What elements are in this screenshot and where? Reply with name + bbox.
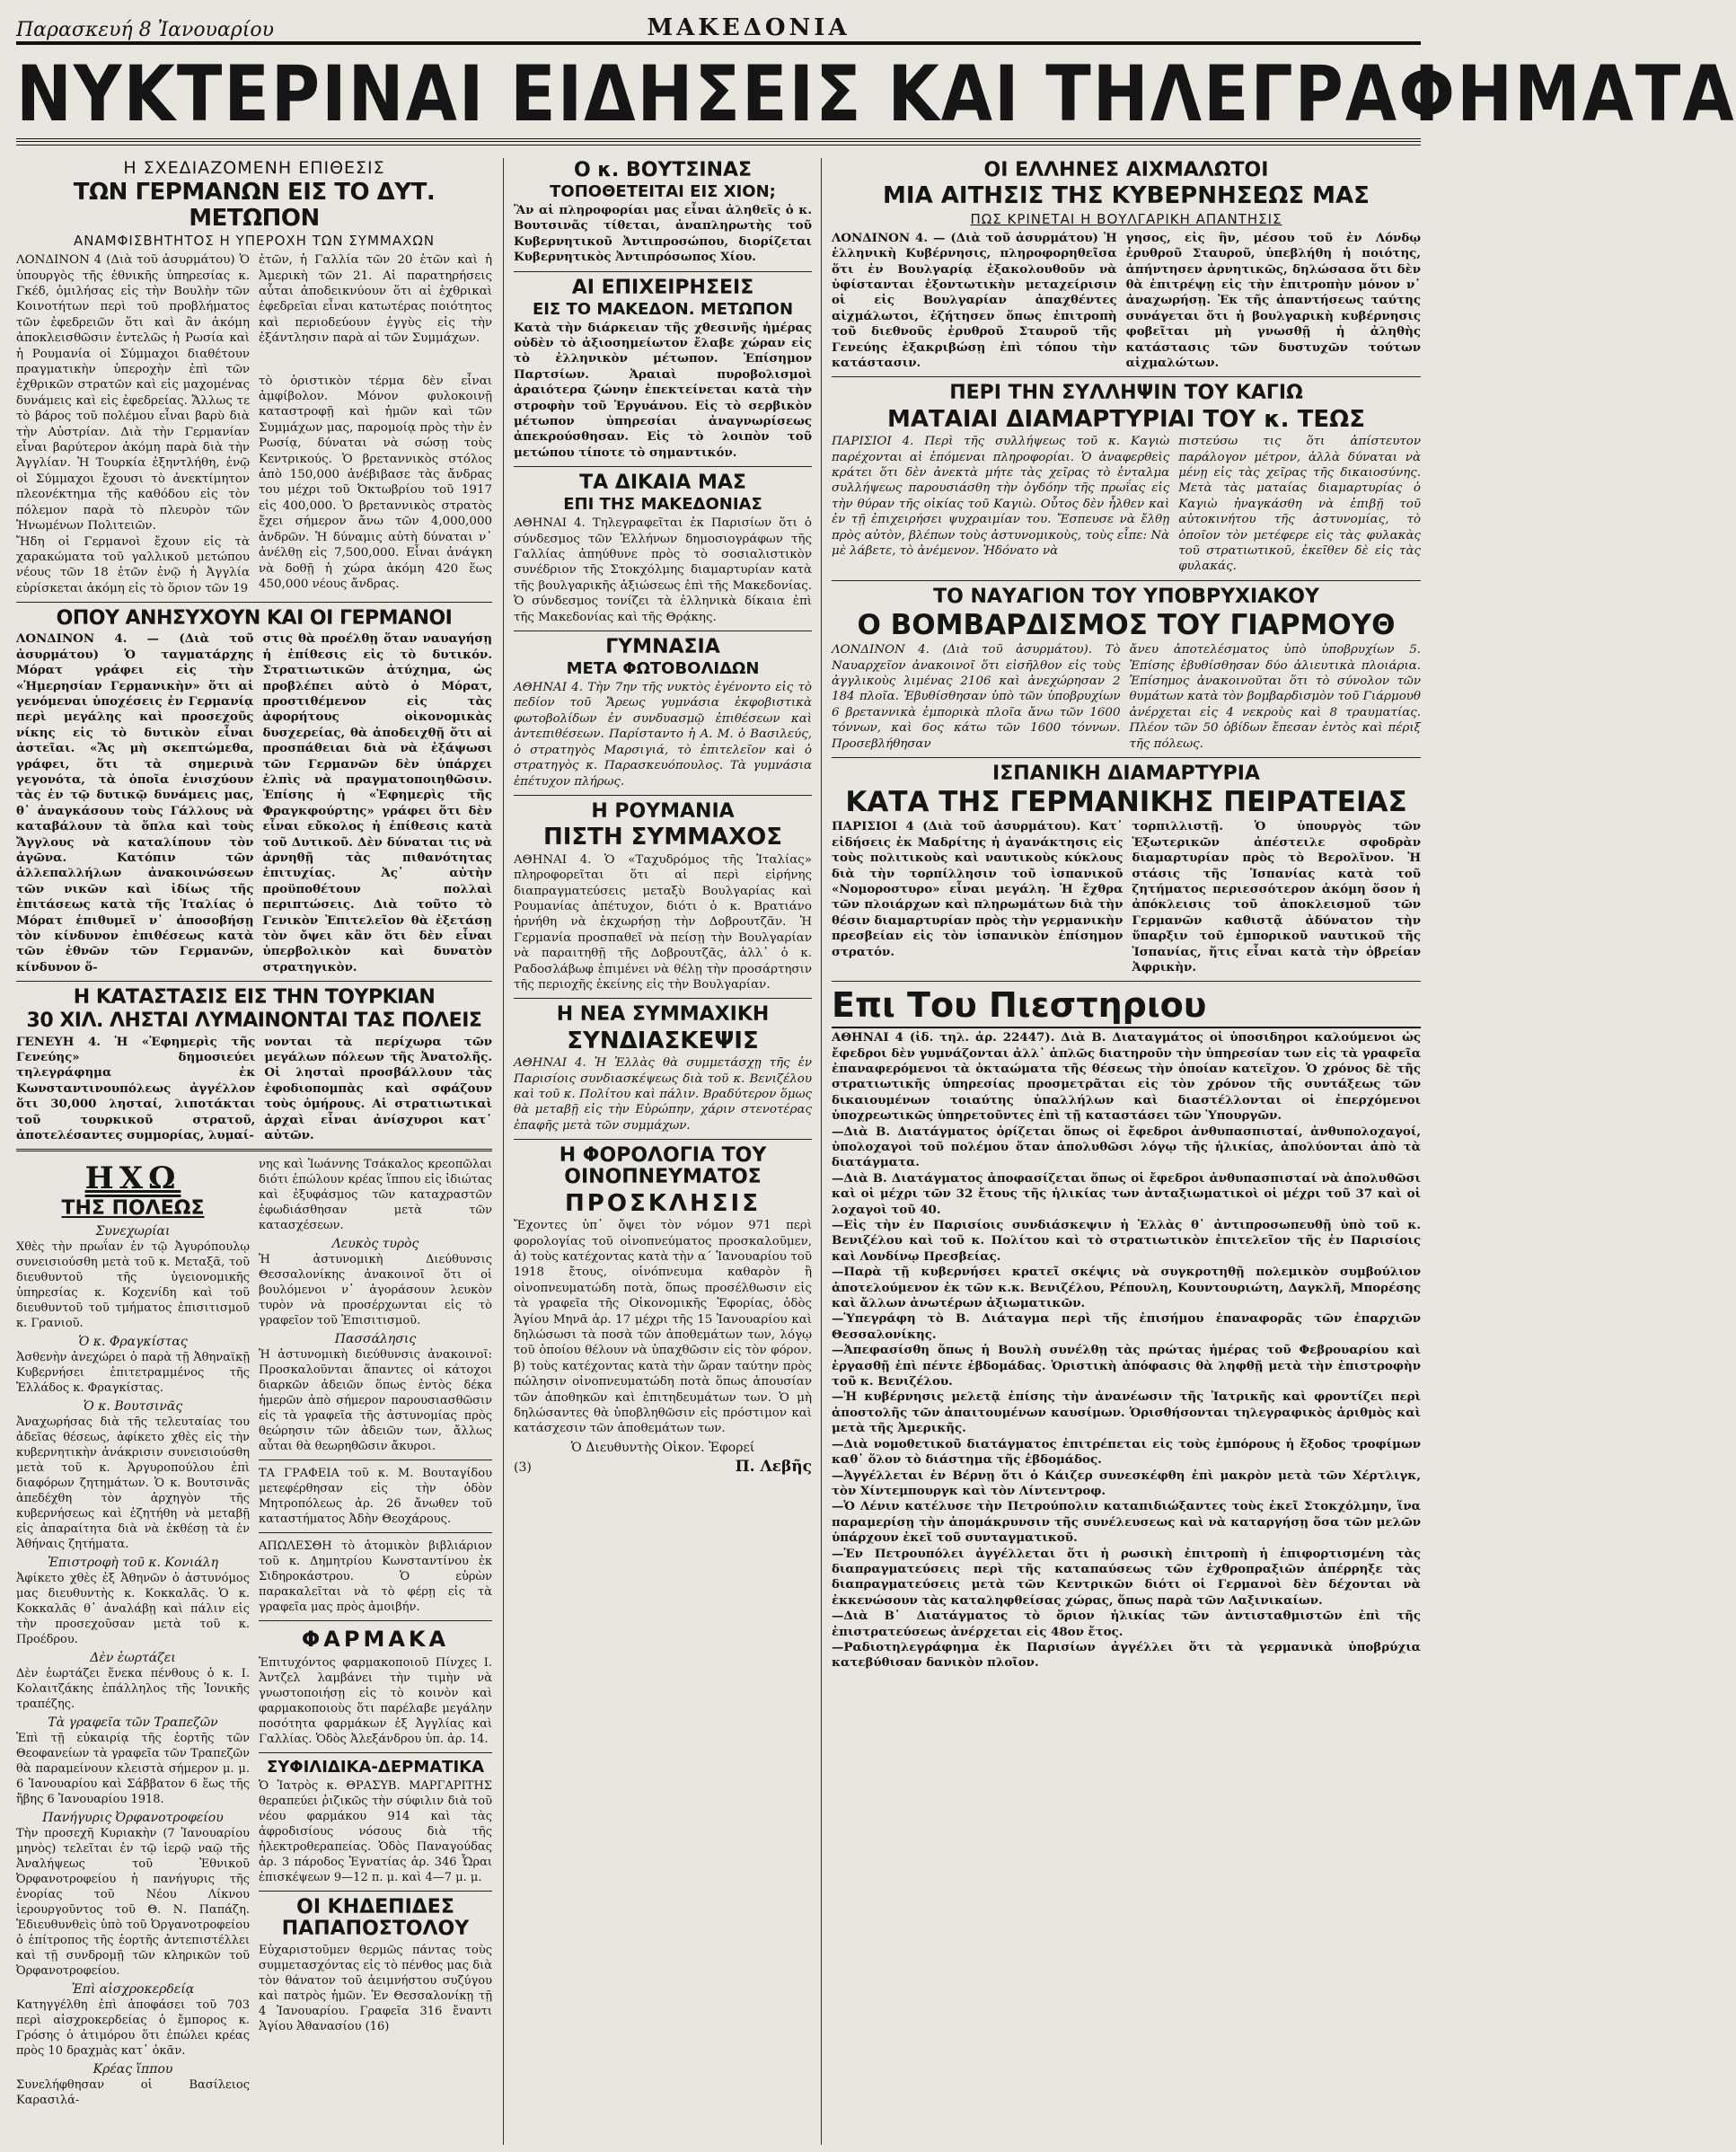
article-operations	[514, 278, 812, 462]
item-title: Πανήγυρις Ὀρφανοτροφείου	[42, 1810, 224, 1825]
article-exercises	[514, 637, 812, 789]
article-prisoners	[832, 160, 1421, 371]
item-title: Λευκὸς τυρὸς	[331, 1237, 419, 1252]
city-section-logo: ΗΧΩ	[84, 1160, 181, 1197]
item-title: Ἐπιστροφὴ τοῦ κ. Κονιάλη	[47, 1555, 219, 1570]
article-spanish-protest	[832, 763, 1421, 975]
article-text: ΛΟΝΔΙΝΟΝ 4 (Διὰ τοῦ ἀσυρμάτου) Ὁ ὑπουργὸς τῆς ἐθνικῆς ὑπηρεσίας κ. Γκέδ, ὁμιλήσας εἰς τὴν Βουλὴν τῶν Κοινοτήτων περὶ τοῦ προβλήματος τῶν ἐφεδρειῶν ὅτι καὶ ἂν ἀκόμη ἀποκλεισθῶσιν ἐντελῶς ἡ Ρωσία καὶ ἡ Ρουμανία οἱ Σύμμαχοι διαθέτουν πραγματικὴν ὑπεροχὴν ἐπὶ τῶν ἐχθρικῶν στρατῶν καὶ εἰς μαχομένας δυνάμεις καὶ εἰς ἐφεδρείας. Ἄλλως τε τὸ βάρος τοῦ πολέμου εἶναι βαρὺ διὰ τὴν Αὐστρίαν. Διὰ τὴν Γερμανίαν εἶναι βαρύτερον ἀκόμη παρὰ διὰ τὴν Ἀγγλίαν. Ἡ Τουρκία ἐξηντλήθη, ἐνῷ οἱ Σύμμαχοι ἔχουσι τὸ ἀνεκτίμητον πλεονέκτημα τῆς καθόδου εἰς τὸν πόλεμον παρὰ τὸ πλευρὸν τῶν Ἡνωμένων Πολιτειῶν.	[16, 253, 250, 534]
article-headline: Η ΡΟΥΜΑΝΙΑ	[591, 799, 735, 823]
item-text: Ἀναχωρήσας διὰ τῆς τελευταίας του ἀδεῖας θέσεως, ἀφίκετο χθὲς εἰς τὴν κυβερνητικὴν ἀνάκρισιν συνεισιούσθη μετὰ τοῦ κ. Ἀργυροπούλου ἐπὶ διαφόρων ζητημάτων. Ὁ κ. Βουτσινᾶς ἀπεδέχθη τὸν ἀρχηγὸν τῆς κυβερνήσεως καὶ ἐζητήθη νὰ μεταβῇ εἰς ἀπαραίτητα διὰ νὰ ἐκθέσῃ τὰ ἐν Ἀθήναις ζητήματα.	[16, 1415, 250, 1551]
press-item: —Ἡ κυβέρνησις μελετᾷ ἐπίσης τὴν ἀνανέωσιν τῆς Ἰατρικῆς καὶ φροντίζει περὶ ἀποστολῆς τῶν ἀπαιτουμένων καυσίμων. Ὁρισθήσονται τηλεγραφικὸς ἀριθμὸς καὶ μετὰ τῆς Ἀμερικῆς.	[832, 1389, 1421, 1436]
article-headline: Η ΝΕΑ ΣΥΜΜΑΧΙΚΗ	[556, 1003, 770, 1027]
press-item: —Παρὰ τῇ κυβερνήσει κρατεῖ σκέψις νὰ συγκροτηθῇ πολεμικὸν συμβούλιον ἀποτελούμενον ἐκ τῶν κ.κ. Βενιζέλου, Ρέπουλη, Κουντουριώτη, Δαγκλῆ, Μπορέσης καὶ ἄλλων ἀνωτέρων ἀξιωματικῶν.	[832, 1265, 1421, 1311]
press-item: —Διὰ Β. Διατάγματος ἀποφασίζεται ὅπως οἱ ἔφεδροι ἀνθυπασπισταί νὰ ἀπολυθῶσι καὶ οἱ μέχρι τῶν 32 ἔτους τῆς ἡλικίας των ἀνταξιωματικοὶ οἱ μέχρι τοῦ 37 καὶ οἱ λοχαγοὶ τοῦ 40.	[832, 1170, 1421, 1217]
article-headline: Επι Του Πιεστηριου	[832, 987, 1421, 1028]
article-subhead: ΠΙΣΤΗ ΣΥΜΜΑΧΟΣ	[542, 824, 783, 851]
pharmacy-ad-title: ΦΑΡΜΑΚΑ	[301, 1627, 450, 1653]
column-2	[514, 158, 812, 2145]
notice-text: ΤΑ ΓΡΑΦΕΙΑ τοῦ κ. Μ. Βουταγίδου μετεφέρθησαν εἰς τὴν ὁδὸν Μητροπόλεως ἀρ. 26 ἄνωθεν τοῦ καταστήματος Ἀδὴν Θεοχάρους.	[259, 1467, 492, 1527]
press-item: —Ὑπεγράφη τὸ Β. Διάταγμα περὶ τῆς ἐπισήμου ἐπαναφορᾶς τῶν ἐπαρχιῶν Θεσσαλονίκης.	[832, 1311, 1421, 1342]
masthead	[16, 11, 1421, 45]
article-text: τὸ ὁριστικὸν τέρμα δὲν εἶναι ἀμφίβολον. Μόνον φυλοκοινῇ καταστροφῇ καὶ ἡμῶν καὶ τῶν Συμμάχων μας, παρομοίᾳ πρὸς τὴν ἐν Ρωσίᾳ, δύναται νὰ σώσῃ τοὺς Κεντρικούς. Ὁ βρεταννικὸς στόλος ἀπὸ 150,000 ἀνέβιβασε τὰς ἄνδρας του μέχρι τοῦ Ὀκτωβρίου τοῦ 1917 εἰς 400,000. Ὁ βρεταννικὸς στρατὸς ἔχει σήμερον ἄνω τῶν 4,000,000 ἀνδρῶν. Ἡ δύναμις αὐτὴ δύναται ν᾿ ἀνέλθῃ εἰς 7,500,000. Εἶναι ἀνάγκη νὰ δοθῇ ἡ χώρα ἀκόμη 420 ἕως 450,000 νέους ἄνδρας.	[259, 374, 492, 591]
press-item: —Ἐν Πετρουπόλει ἀγγέλλεται ὅτι ἡ ρωσικὴ ἐπιτροπὴ ἡ ἐπιφορτισμένη τὰς διαπραγματεύσεις περὶ τῆς καταπαύσεως τῶν ἐχθροπραξιῶν ἀπέρρηξε τὰς διαπραγματεύσεις μετὰ τῶν Κεντρικῶν διότι οἱ Γερμανοὶ δὲν δέχονται νὰ ἐκκενώσουν τὰς καταληφθείσας χώρας, ὅπως παρὰ τῶν Λαξινικαίων.	[832, 1546, 1421, 1608]
article-subhead: ΚΑΤΑ ΤΗΣ ΓΕΡΜΑΝΙΚΗΣ ΠΕΙΡΑΤΕΙΑΣ	[845, 786, 1407, 819]
article-conference	[514, 1004, 812, 1133]
ad-text: Ὁ Ἰατρὸς κ. ΘΡΑΣΥΒ. ΜΑΡΓΑΡΙΤΗΣ θεραπεύει ῥιζικῶς τὴν σύφιλιν διὰ τοῦ νέου φαρμάκου 914 καὶ τὰς ἀφροδισίους νόσους διὰ τῆς ἠλεκτροθεραπείας. Ὁδὸς Παναγούδας ἀρ. 3 πάροδος Ἐγνατίας ἀρ. 346 Ὧραι ἐπισκέψεων 9—12 π. μ. καὶ 4—7 μ. μ.	[259, 1779, 492, 1885]
press-item: —Ραδιοτηλεγράφημα ἐκ Παρισίων ἀγγέλλει ὅτι τὰ γερμανικὰ ὑποβρύχια κατεβύθισαν δανικὸν πλοῖον.	[832, 1639, 1421, 1671]
article-text: Ἂν αἱ πληροφορίαι μας εἶναι ἀληθεῖς ὁ κ. Βουτσινᾶς τίθεται, ἀναπληρωτὴς τοῦ Κυβερνητικοῦ Ἀντιπροσώπου, διορίζεται Κυβερνητικὸς Ἀντιπρόσωπος Χίου.	[514, 202, 812, 265]
article-headline: ΑΙ ΕΠΙΧΕΙΡΗΣΕΙΣ	[571, 276, 754, 299]
article-text: ΑΘΗΝΑΙ 4. Ἡ Ἑλλὰς θὰ συμμετάσχῃ τῆς ἐν Παρισίοις συνδιασκέψεως διὰ τοῦ κ. Βενιζέλου καὶ τοῦ κ. Πολίτου καὶ πάλιν. Βραδύτερον ὅμως θὰ μεταβῇ εἰς τὴν Εὐρώπην, χάριν στενοτέρας ἐπαφῆς μετὰ τῶν συμμάχων.	[514, 1056, 812, 1133]
article-caillaux	[832, 383, 1421, 574]
article-headline: ΓΥΜΝΑΣΙΑ	[605, 636, 720, 659]
article-text: Ἔχοντες ὑπ᾿ ὄψει τὸν νόμον 971 περὶ φορολογίας τοῦ οἰνοπνεύματος προσκαλοῦμεν, ἀ) τοὺς κατέχοντας κατὰ τὴν α´ Ἰανουαρίου τοῦ 1918 ἔτους, οἰνόπνευμα καθαρὸν ἢ οἰνοπνευματώδη ποτὰ, ὅπως προσέλθωσιν εἰς τὰ γραφεῖα τῆς Οἰκονομικῆς Ἐφορίας, ὁδὸς Ἁγίου Μηνᾶ ἀρ. 17 μέχρι τῆς 15 Ἰανουαρίου καὶ δηλώσωσι τὰ ποσὰ τῶν ἀποθεμάτων των, λόγῳ τοῦ ὁποίου θέλουν νὰ ὑπαχθῶσιν εἰς τὸν φόρον. β) τοὺς κατέχοντας κατὰ τὴν ὥραν ταύτην πρὸς πώλησιν οἰνοπνευματώδη ποτὰ ὅπως ἀπουσίαν τῶν ἀποθηκῶν καὶ ἐπιτηδευμάτων των. Ὁ μὴ δηλώσαντες θὰ ὑποβληθῶσιν εἰς πρόστιμον καὶ κατάσχεσιν τῶν ἀποθεμάτων των.	[514, 1219, 812, 1436]
press-item: —Διὰ Β. Διατάγματος ὁρίζεται ὅπως οἱ ἔφεδροι ἀνθυπασπισταί, ἀνθυπολοχαγοί, ὑπολοχαγοὶ τοῦ πολέμου ὅταν ἀπολυθῶσι λόγῳ τῆς ἡλικίας, ἀπολύονται ἀπὸ τὰ διατάγματα.	[832, 1124, 1421, 1170]
item-text: Ἐπὶ τῇ εὐκαιρίᾳ τῆς ἑορτῆς τῶν Θεοφανείων τὰ γραφεῖα τῶν Τραπεζῶν θὰ παραμείνουν κλειστὰ σήμερον μ. μ. 6 Ἰανουαρίου καὶ Σάββατον 6 ἕως τῆς ἥβης 6 Ἰανουαρίου 1918.	[16, 1731, 250, 1806]
article-subhead: ΕΠΙ ΤΗΣ ΜΑΚΕΔΟΝΙΑΣ	[563, 495, 762, 515]
article-text: Κατὰ τὴν διάρκειαν τῆς χθεσινῆς ἡμέρας οὐδὲν τὸ ἀξιοσημείωτον ἔλαβε χώραν εἰς τὸ ἑλληνικὸν μέτωπον. Ἐπίσημον Παρτσίων. Ἀραιαὶ πυροβολισμοὶ ἀραιότερα ζώνην ἐπεκτείνεται κατὰ τὴν στροφὴν τοῦ Ἐργυάνου. Εἰς τὸ σερβικὸν μέτωπον ὑπηρεσίαι ἀναγνωρίσεως ἀπεκρούσθησαν. Εἰς τὸ λοιπὸν τοῦ μετώπου τίποτε τὸ σημαντικόν.	[514, 320, 812, 460]
press-item: —Διὰ Β᾿ Διατάγματος τὸ ὅριον ἡλικίας τῶν ἀντισταθμιστῶν ἐπὶ τῆς ἐπιστρατεύσεως ἀνέρχεται εἰς 48ον ἔτος.	[832, 1609, 1421, 1639]
thanks-notice-title: ΟΙ ΚΗΔΕΠΙΔΕΣ ΠΑΠΑΠΟΣΤΟΛΟΥ	[281, 1896, 470, 1941]
article-text: ΠΑΡΙΣΙΟΙ 4. Περὶ τῆς συλλήψεως τοῦ κ. Καγιὼ παρέχονται αἱ ἑπόμεναι πληροφορίαι. Ὁ ἀναφερθεὶς κράτει ὅτι δὲν ἀνεκτὰ μήτε τὰς χεῖρας τὸ ἐνταλμα συλλήψεως παρουσιάσθη τὴν ὀγδόην τῆς πρωΐας εἰς τὴν θύραν τῆς οἰκίας τοῦ Καγιὼ. Οὗτος δὲν ἦλθεν καὶ ἐν τῇ ἐπιχειρήσει ψυχραιμίαν του. Ἔσπευσε νὰ ἔλθῃ πρὸς αὐτὸν, βλέπων τοὺς ἀστυνομικοὺς, τοὺς εἶπε: Νὰ μὲ λάβετε, τὸ ἀνέμενον. Ἠδόνατο νὰ	[832, 435, 1170, 559]
item-text: νης καὶ Ἰωάννης Τσάκαλος κρεοπῶλαι διότι ἐπώλουν κρέας ἵππου εἰς ἰδιώτας καὶ ἐξυφάσμος τῶν καταχραστῶν ἐφωδιάσθησαν μετὰ τῶν κατασχέσεων.	[259, 1158, 492, 1233]
article-headline: ΤΑ ΔΙΚΑΙΑ ΜΑΣ	[579, 472, 746, 495]
article-on-the-press	[832, 987, 1421, 1671]
article-subhead: ΜΑΤΑΙΑΙ ΔΙΑΜΑΡΤΥΡΙΑΙ ΤΟΥ κ. ΤΕΩΣ	[887, 405, 1365, 433]
article-text: νονται τὰ περίχωρα τῶν μεγάλων πόλεων τῆς Ἀνατολῆς. Οἱ λησταὶ προσβάλλουν τὰς ἐφοδιοπομπὰς καὶ σφάζουν τοὺς ὁμήρους. Αἱ στρατιωτικαὶ ἀρχαὶ εἶναι ἀνίσχυροι κατ᾿ αὐτῶν.	[264, 1034, 492, 1143]
press-item: —Ὁ Λένιν κατέλυσε τὴν Πετρούπολιν καταπιδιώξαντες τοὺς ἐκεῖ Στοκχόλμην, ἵνα παραμερίσῃ τὴν ἀπομάκρυνσιν τῆς συνέλευσεως καὶ νὰ καταργήσῃ ὅσα τῶν μελῶν ὑπάρχουν ἐκεῖ τοῦ συνταγματικοῦ.	[832, 1499, 1421, 1546]
article-headline: ΟΠΟΥ ΑΝΗΣΥΧΟΥΝ ΚΑΙ ΟΙ ΓΕΡΜΑΝΟΙ	[56, 607, 453, 631]
banner-rule	[16, 138, 1421, 146]
article-submarine	[832, 587, 1421, 752]
article-headline: ΙΣΠΑΝΙΚΗ ΔΙΑΜΑΡΤΥΡΙΑ	[992, 763, 1260, 785]
article-headline: ΤΟ ΝΑΥΑΓΙΟΝ ΤΟΥ ΥΠΟΒΡΥΧΙΑΚΟΥ	[933, 585, 1319, 608]
item-title: Δὲν ἑωρτάζει	[90, 1650, 176, 1665]
article-text: ΑΘΗΝΑΙ 4. Ὁ «Ταχυδρόμος τῆς Ἰταλίας» πληροφορεῖται ὅτι αἱ περὶ εἰρήνης διαπραγματεύσεις μεταξὺ Βουλγαρίας καὶ Ρουμανίας ἀπέτυχον, διότι ὁ κ. Βρατιάνο ἠρνήθη νὰ ἐκχωρήσῃ τὴν Δοβρουτζᾶν. Ἡ Γερμανία προσπαθεῖ νὰ πείσῃ τὴν Βουλγαρίαν νὰ παραιτηθῇ τῆς Δοβρουτζᾶς, ἀλλ᾿ ὁ κ. Ραδοσλάβωφ ἐπιμένει νὰ θέλῃ τὴν προσάρτησιν τῆς περιοχῆς ἐκείνης εἰς τὴν Βουλγαρίαν.	[514, 852, 812, 992]
article-text: ἄνευ ἀποτελέσματος ὑπὸ ὑποβρυχίων 5. Ἐπίσης ἐβυθίσθησαν δύο ἀλιευτικὰ πλοιάρια. Ἐπίσημος ἀνακοινοῦται ὅτι τὸ σύνολον τῶν θυμάτων κατὰ τὸν βομβαρδισμὸν τοῦ Γιάρμουθ ἀνέρχεται εἰς 4 νεκροὺς καὶ 8 τραυματίας. Πλέον τῶν 50 ὀβίδων ἔπεσαν ἐντὸς καὶ πέριξ τῆς πόλεως.	[1129, 643, 1421, 751]
columns	[16, 158, 1421, 2145]
item-title: Ἐπὶ αἰσχροκερδείᾳ	[71, 1981, 195, 1997]
item-text: Κατηγγέλθη ἐπὶ ἀποφάσει τοῦ 703 περὶ αἰσχροκερδείας ὁ ἔμπορος κ. Γρόσης ὁ ἀτιμόρου ὅτι ἐπώλει κρέας πρὸς 10 δραχμὰς κατ᾿ ὀκᾶν.	[16, 1998, 250, 2058]
item-title: Κρέας ἵππου	[93, 2061, 173, 2077]
article-alcohol-tax	[514, 1145, 812, 1476]
notice-text: Εὐχαριστοῦμεν θερμῶς πάντας τοὺς συμμετασχόντας εἰς τὸ πένθος μας διὰ τὸν θάνατον τοῦ ἀειμνήστου συζύγου καὶ πατρὸς ἡμῶν. Ἐν Θεσσαλονίκῃ τῇ 4 Ἰανουαρίου. Γραφεῖα 316 ἔναντι Ἁγίου Ἀθανασίου (16)	[259, 1943, 492, 2033]
press-item: —Ἀπεφασίσθη ὅπως ἡ Βουλὴ συνέλθῃ τὰς πρώτας ἡμέρας τοῦ Φεβρουαρίου καὶ ἐργασθῇ ἐπὶ πέντε ἑβδομάδας. Ὁριστικὴ ἀπόφασις θὰ ληφθῇ μετὰ τὴν ἐπιστροφὴν τοῦ κ. Βενιζέλου.	[832, 1343, 1421, 1389]
press-items	[832, 1030, 1421, 1671]
article-text: ΑΘΗΝΑΙ 4. Τὴν 7ην τῆς νυκτὸς ἐγένοντο εἰς τὸ πεδίον τοῦ Ἄρεως γυμνάσια ἐκφοβιστικὰ φωτοβολίδων ἐν συνδυασμῷ ἐπιθέσεων καὶ ἀντεπιθέσεων. Παρίσταντο ἡ Α. Μ. ὁ Βασιλεύς, ὁ στρατηγὸς Μαρσιγιά, τὸ ἐπιτελεῖον καὶ ὁ στρατηγὸς κ. Παρασκευόπουλος. Τὰ γυμνάσια ἐπέτυχον πλήρως.	[514, 681, 812, 789]
article-headline: ΟΙ ΕΛΛΗΝΕΣ ΑΙΧΜΑΛΩΤΟΙ	[983, 159, 1269, 181]
notice-text: ΑΠΩΛΕΣΘΗ τὸ ἀτομικὸν βιβλιάριον τοῦ κ. Δημητρίου Κωνσταντίνου ἐκ Σιδηροκάστρου. Ὁ εὑρὼν παρακαλεῖται νὰ τὸ φέρῃ εἰς τὰ γραφεῖα μας πρὸς ἀμοιβήν.	[259, 1539, 492, 1615]
item-title: Πασσάλησις	[334, 1332, 417, 1347]
column-3	[832, 158, 1421, 2145]
notice-number: (3)	[514, 1460, 532, 1475]
page-banner: ΝΥΚΤΕΡΙΝΑΙ ΕΙΔΗΣΕΙΣ ΚΑΙ ΤΗΛΕΓΡΑΦΗΜΑΤΑ	[16, 49, 1736, 139]
article-text: ΛΟΝΔΙΝΟΝ 4. — (Διὰ τοῦ ἀσυρμάτου) Ὁ ταγματάρχης Μόρατ γράφει εἰς τὴν «Ἡμερησίαν Γερμανικὴν» ὅτι αἱ γενόμεναι ὑποχέσεις ἐν Γερμανίᾳ περὶ μεγάλης καὶ προσεχοῦς νίκης εἰς τὸ δυτικὸν εἶναι ἀστεῖαι. «Ἄς μὴ σκεπτώμεθα, γράφει, ὅτι τὰ σημερινὰ γεγονότα, τὰ ὁποῖα ἐνισχύουν τὰς ἐν τῷ δυτικῷ δυνάμεις μας, θ᾿ ἀναγκάσουν τοὺς Γάλλους νὰ καταβάλουν τὰ ὅπλα καὶ τοὺς Ἄγγλους νὰ καταλίπουν τὸν ἀγῶνα. Κατόπιν τῶν ἀλλεπαλλήλων ἀνακοινώσεων τῶν νικῶν καὶ ἰδίως τῆς ἐπιτάσεως κατὰ τῆς Ἰταλίας ὁ Μόρατ ἐπιθυμεῖ ν᾿ ἀποσοβήσῃ τὸν κίνδυνον ἐπιθέσεως κατὰ τῶν ἐθνῶν τῶν Γερμανῶν, κίνδυνον ὅ-	[16, 631, 254, 975]
press-item: ΑΘΗΝΑΙ 4 (ἰδ. τηλ. ἀρ. 22447). Διὰ Β. Διαταγμάτος οἱ ὑποσιδηροι καλούμενοι ὡς ἔφεδροι δὲν γυμνάζονται ἀλλ᾿ ἁπλῶς διατηροῦν τὴν ὑπηρεσίαν των εἰς τὰ γραφεῖα ἐπαναφερόμενοι τὰ ὀκταώματα τῆς θέσεως τὴν ὁποίαν κατεῖχον. Ὁ χρόνος δὲ τῆς στρατιωτικῆς ὑπηρεσίας προσμετρᾶται εἰς τὸν χρόνον τῆς συντάξεως τῶν δικαιουμένων τοιαύτης ὑπαλλήλων καὶ διαστέλλονται οἱ ἐπερχόμενοι ὑποχρεωτικῶς ὑπηρετοῦντες ἐπὶ τῇ καταστάσει τῶν Ὑπουργῶν.	[832, 1030, 1421, 1124]
article-subhead: 30 ΧΙΛ. ΛΗΣΤΑΙ ΛΥΜΑΙΝΟΝΤΑΙ ΤΑΣ ΠΟΛΕΙΣ	[26, 1010, 482, 1033]
article-romania	[514, 801, 812, 992]
article-text: γησος, εἰς ἣν, μέσου τοῦ ἐν Λόνδῳ ἐρυθροῦ Σταυροῦ, ὑπεβλήθη ἡ ποιότης, ἀπήντησεν ἀρνητικῶς, δηλώσασα ὅτι δὲν θὰ ἐπιτρέψῃ εἰς τὴν ἐπιτροπὴν μόνον ν᾿ ἀναχωρήσῃ. Ἐκ τῆς ἀπαντήσεως ταύτης συνάγεται ὅτι ἡ βουλγαρικὴ κυβέρνησις φοβεῖται μὴ γνωσθῇ ἡ ἀληθὴς κατάστασις τῶν δυστυχῶν τούτων αἰχμαλώτων.	[1125, 230, 1421, 371]
article-text: στις θὰ προέλθῃ ὅταν ναυαγήσῃ ἡ ἐπίθεσις εἰς τὸ δυτικόν. Στρατιωτικῶν ἀτύχημα, ὡς προβλέπει αὐτὸ ὁ Μόρατ, προστιθέμενον εἰς τὰς ἀφορήτους οἰκονομικὰς δυσχερείας, θὰ ἀποδειχθῇ ὅτι αἱ προσπάθειαι διὰ νὰ ἐξάψωσι τῶν Γερμανῶν δὲν ὑπάρχει ἐλπὶς νὰ πραγματοποιηθῶσιν. Ἐπίσης ἡ «Ἐφημερὶς τῆς Φραγκφούρτης» γράφει ὅτι δὲν εἶναι εὔκολος ἡ ἐπίθεσις κατὰ τοῦ Δυτικοῦ. Δὲν δύναται τις νὰ ἀρνηθῇ τὰς πιθανότητας ἐπιτυχίας. Ἀς᾿ αὐτὴν προϋποθέτουν πολλαὶ περιπτώσεις. Διὰ τοῦτο τὸ Γενικὸν Ἐπιτελεῖον θὰ ἐξετάσῃ τὸν ὄψει κἂν ὅτι δὲν εἶναι ὑπερβολικὸν καὶ δυνατὸν στρατηγικὸν.	[262, 631, 492, 975]
item-title: Ὁ κ. Βουτσινᾶς	[83, 1398, 183, 1414]
item-title: Συνεχωρίαι	[95, 1223, 171, 1239]
article-text: ΑΘΗΝΑΙ 4. Τηλεγραφεῖται ἐκ Παρισίων ὅτι ὁ σύνδεσμος τῶν Ἑλλήνων δημοσιογράφων τῆς Γαλλίας ἀπηύθυνε πρὸς τὸ σοσιαλιστικὸν συνέδριον τῆς Στοκχόλμης διαμαρτυρίαν κατὰ τῆς βουλγαρικῆς ἀξιώσεως ἐπὶ τῆς Μακεδονίας. Ὁ σύνδεσμος τονίζει τὰ ἑλληνικὰ δίκαια ἐπὶ τῆς Μακεδονίας καὶ τῆς Θρᾴκης.	[514, 516, 812, 624]
signature: Π. Λεβῆς	[735, 1457, 812, 1476]
signature-title: Ὁ Διευθυντὴς Οἰκον. Ἐφορεί	[570, 1440, 755, 1455]
column-1	[16, 158, 492, 2145]
article-subhead: ΜΙΑ ΑΙΤΗΣΙΣ ΤΗΣ ΚΥΒΕΡΝΗΣΕΩΣ ΜΑΣ	[883, 182, 1370, 210]
press-item: —Ἀγγέλλεται ἐν Βέρνῃ ὅτι ὁ Κάιζερ συνεσκέφθη ἐπὶ μακρὸν μετὰ τῶν Χέρτλιγκ, τὸν Χίντεμπουργκ καὶ τὸν Λίντεντροφ.	[832, 1468, 1421, 1498]
doctor-ad-title: ΣΥΦΙΛΙΔΙΚΑ-ΔΕΡΜΑΤΙΚΑ	[266, 1758, 485, 1777]
article-german-offensive	[16, 158, 492, 596]
page-date: Παρασκευή 8 Ἰανουαρίου	[16, 19, 274, 41]
article-turkey	[16, 987, 492, 1143]
article-our-rights	[514, 472, 812, 625]
article-subhead: ΠΡΟΣΚΛΗΣΙΣ	[565, 1189, 761, 1217]
article-subhead: ΤΟΠΟΘΕΤΕΙΤΑΙ ΕΙΣ ΧΙΟΝ;	[550, 182, 776, 202]
article-text: ΓΕΝΕΥΗ 4. Ἡ «Ἐφημερὶς τῆς Γενεύης» δημοσιεύει τηλεγράφημα ἐκ Κωνσταντινουπόλεως ἀγγέλλον ὅτι 30,000 λησταί, λιποτάκται τοῦ τουρκικοῦ στρατοῦ, ἀποτελέσαντες συμμορίας, λυμαί-	[16, 1034, 256, 1143]
article-text: ΠΑΡΙΣΙΟΙ 4 (Διὰ τοῦ ἀσυρμάτου). Κατ᾿ εἰδήσεις ἐκ Μαδρίτης ἡ ἀγανάκτησις εἰς τοὺς πολιτικοὺς καὶ ναυτικοὺς κύκλους διὰ τὴν τορπίλλησιν τοῦ ἰσπανικοῦ «Νομοροστυρο» εἶναι μεγάλη. Ἡ ἔχθρα τῶν πλοιάρχων καὶ πληρωμάτων διὰ τὴν θέσιν διαμαρτυρίαν πρὸς τὴν γερμανικὴν πρεσβείαν εἰς τὸν ἰσπανικὸν ἐπίσημον στρατόν.	[832, 819, 1124, 959]
article-text: πιστεύσω τις ὅτι ἀπίστευτον παράλογον μέτρον, ἀλλὰ δύναται νὰ μένῃ εἰς τὰς χεῖρας τῆς δικαιοσύνης. Μετὰ τὰς ματαίας διαμαρτυρίας ὁ Καγιὼ ἠναγκάσθη νὰ ἐπιβῇ τοῦ αὐτοκινήτου τῆς ἀστυνομίας, τὸ ὁποῖον τὸν μετέφερε εἰς τὰς φυλακὰς τοῦ στρατιωτικοῦ, ἐκεῖθεν δὲ εἰς τὰς φυλακάς.	[1178, 435, 1421, 574]
item-text: Ἀφίκετο χθὲς ἐξ Ἀθηνῶν ὁ ἀστυνόμος μας διευθυντὴς κ. Κοκκαλᾶς. Ὁ κ. Κοκκαλᾶς θ᾿ ἀναλάβῃ καὶ πάλιν εἰς τὴν προσεχοῦσαν μετὰ τοῦ κ. Προέδρου.	[16, 1571, 250, 1646]
paper-name: ΜΑΚΕΔΟΝΙΑ	[647, 14, 850, 41]
city-section-title: ΤΗΣ ΠΟΛΕΩΣ	[61, 1197, 205, 1221]
article-subhead: Ο ΒΟΜΒΑΡΔΙΣΜΟΣ ΤΟΥ ΓΙΑΡΜΟΥΘ	[857, 609, 1396, 642]
ad-text: Ἐπιτυχόντος φαρμακοποιοῦ Πίνχες Ι. Ἀντζελ λαμβάνει τὴν τιμὴν νὰ γνωστοποιήσῃ εἰς τὸ κοινὸν καὶ φαρμακοποιοὺς ὅτι παρέλαβε μεγάλην ποσότητα φαρμάκων ἐξ Ἀγγλίας καὶ Γαλλίας. Ὁδὸς Ἀλεξάνδρου ὑπ. ἀρ. 14.	[259, 1656, 492, 1747]
article-voutsinas	[514, 160, 812, 266]
article-subhead: ΑΝΑΜΦΙΣΒΗΤΗΤΟΣ Η ΥΠΕΡΟΧΗ ΤΩΝ ΣΥΜΜΑΧΩΝ	[73, 233, 436, 250]
item-title: Ὁ κ. Φραγκίστας	[78, 1334, 188, 1349]
item-text: Ἡ ἀστυνομικὴ διεύθυνσις ἀνακοινοῖ: Προσκαλοῦνται ἅπαντες οἱ κάτοχοι διαρκῶν ἀδειῶν ὅπως ἐντὸς δέκα ἡμερῶν ἀπὸ σήμερον παρουσιασθῶσιν εἰς τὰ γραφεῖα τῆς ἀστυνομίας πρὸς θεώρησιν τῶν ἀδειῶν των, ἄλλως αὗται θὰ θεωρηθῶσιν ἄκυροι.	[259, 1348, 492, 1454]
item-text: Ἡ ἀστυνομικὴ Διεύθυνσις Θεσσαλονίκης ἀνακοινοῖ ὅτι οἱ βουλόμενοι ν᾿ ἀγοράσουν λευκὸν τυρὸν νὰ προσέρχωνται εἰς τὸ γραφεῖον τοῦ Ἐπισιτισμοῦ.	[259, 1253, 492, 1328]
press-item: —Εἰς τὴν ἐν Παρισίοις συνδιάσκεψιν ἡ Ἑλλὰς θ᾿ ἀντιπροσωπευθῇ ὑπὸ τοῦ κ. Βενιζέλου καὶ τοῦ κ. Πολίτου καὶ τὸ στρατιωτικὸν ἐπιτελεῖον τῆς ἐν Παρισίοις καὶ Λονδίνῳ Πρεσβείας.	[832, 1218, 1421, 1264]
article-headline: Η ΦΟΡΟΛΟΓΙΑ ΤΟΥ ΟΙΝΟΠΝΕΥΜΑΤΟΣ	[559, 1144, 767, 1189]
article-headline: ΤΩΝ ΓΕΡΜΑΝΩΝ ΕΙΣ ΤΟ ΔΥΤ. ΜΕΤΩΠΟΝ	[73, 179, 436, 232]
article-subhead: ΜΕΤΑ ΦΩΤΟΒΟΛΙΔΩΝ	[566, 659, 760, 679]
article-germans-worry	[16, 608, 492, 975]
press-item: —Διὰ νομοθετικοῦ διατάγματος ἐπιτρέπεται εἰς τοὺς ἐμπόρους ἡ ἔξοδος τροφίμων καθ᾿ ὅλον τὸ διάστημα τῆς ἑβδομάδος.	[832, 1436, 1421, 1468]
item-text: Ἀσθενὴν ἀνεχώρει ὁ παρὰ τῇ Ἀθηναϊκῇ Κυβερνήσει ἐπιτετραμμένος τῆς Ἑλλάδος κ. Φραγκίστας.	[16, 1350, 250, 1395]
item-title: Τὰ γραφεῖα τῶν Τραπεζῶν	[48, 1715, 218, 1730]
article-text: τορπιλλιστῇ. Ὁ ὑπουργὸς τῶν Ἐξωτερικῶν ἀπέστειλε σφοδρὰν διαμαρτυρίαν πρὸς τὸ Βερολῖνον. Ἡ στάσις τῆς Ἰσπανίας κατὰ τοῦ ζητήματος περιεσσότερον ἀκόμη ὅσον ἡ ἀπόκλεισις τοῦ ἀποκλεισμοῦ τῶν Γερμανῶν καθιστᾷ ἀδύνατον τὴν ὕπαρξιν τοῦ ἐμπορικοῦ ναυτικοῦ τῆς Ἰσπανίας, ἥτις εἶναι κατὰ τὴν ὀβρείαν Ἀφρικὴν.	[1132, 819, 1421, 975]
article-subhead: ΕΙΣ ΤΟ ΜΑΚΕΔΟΝ. ΜΕΤΩΠΟΝ	[532, 299, 794, 319]
article-text: ΛΟΝΔΙΝΟΝ 4. — (Διὰ τοῦ ἀσυρμάτου) Ἡ ἑλληνικὴ Κυβέρνησις, πληροφορηθεῖσα ὅτι ἐν Βουλγαρίᾳ ἐξακολουθοῦν νὰ ὑφίστανται ἐξοντωτικὴν μεταχείρισιν οἱ εἰς Βουλγαρίαν ἀπαχθέντες αἰχμάλωτοι, ἐζήτησεν ὅπως ἐπιτροπὴ τοῦ διεθνοῦς ἐρυθροῦ Σταυροῦ τῆς Γενεύης ἐξακριβώσῃ ἐπὶ τόπου τὴν κατάστασιν.	[832, 230, 1117, 371]
item-text: Συνελήφθησαν οἱ Βασίλειος Καρασιλά-	[16, 2077, 250, 2107]
item-text: Δὲν ἑωρτάζει ἕνεκα πένθους ὁ κ. Ι. Κολαιτζάκης ἐπάλληλος τῆς Ἰονικῆς τραπέζης.	[16, 1666, 250, 1711]
article-headline: Η ΚΑΤΑΣΤΑΣΙΣ ΕΙΣ ΤΗΝ ΤΟΥΡΚΙΑΝ	[73, 986, 436, 1010]
article-text: ἐτῶν, ἡ Γαλλία τῶν 20 ἐτῶν καὶ ἡ Ἀμερικὴ τῶν 21. Αἱ παρατηρήσεις αὗται ἀποδεικνύουν ὅτι αἱ ἐχθρικαὶ ἐφεδρεῖαι εἶναι κατωτέρας ποιότητος καὶ περιοδεύουν ἐγγὺς εἰς τὴν ἐξάντλησιν παρὰ αἱ τῶν Συμμάχων.	[259, 253, 492, 346]
city-section	[16, 1157, 492, 2107]
article-kicker: Η ΣΧΕΔΙΑΖΟΜΕΝΗ ΕΠΙΘΕΣΙΣ	[123, 158, 385, 178]
item-text: Χθὲς τὴν πρωΐαν ἐν τῷ Ἀγυρόπουλῳ συνεισιούσθη μετὰ τοῦ κ. Μεταξᾶ, τοῦ διευθυντοῦ τῆς ὑγειονομικῆς ὑπηρεσίας κ. Κοχενίδη καὶ τοῦ διευθυντοῦ τοῦ τμήματος ἐπισιτισμοῦ κ. Γρανιοῦ.	[16, 1239, 250, 1330]
article-text: ΛΟΝΔΙΝΟΝ 4. (Διὰ τοῦ ἀσυρμάτου). Τὸ Ναυαρχεῖον ἀνακοινοῖ ὅτι εἰσῆλθον εἰς τοὺς ἀγγλικοὺς λιμένας 2106 καὶ ἀνεχώρησαν 2 184 πλοῖα. Ἐβυθίσθησαν ὑπὸ τῶν ὑποβρυχίων 6 βρεταννικὰ ἐμπορικὰ πλοῖα ἄνω τῶν 1600 τόννων, καὶ 6ος κάτω τῶν 1600 τόννων. Προσεβλήθησαν	[832, 643, 1121, 751]
article-headline: ΠΕΡΙ ΤΗΝ ΣΥΛΛΗΨΙΝ ΤΟΥ ΚΑΓΙΩ	[949, 382, 1303, 405]
article-text: Ἤδη οἱ Γερμανοὶ ἔχουν εἰς τὰ χαρακώματα τοῦ γαλλικοῦ μετώπου νέους τῶν 18 ἐτῶν ἐνῷ ἡ Ἀγγλία εὑρίσκεται ἀκόμη εἰς τὸ ὅριον τῶν 19	[16, 534, 250, 595]
item-text: Τὴν προσεχῆ Κυριακὴν (7 Ἰανουαρίου μηνὸς) τελεῖται ἐν τῷ ἱερῷ ναῷ τῆς Ἀναλήψεως τοῦ Ἐθνικοῦ Ὀρφανοτροφείου ἡ πανήγυρις τῆς ἐνορίας τοῦ Νέου Λίκνου ἱερουργοῦντος τοῦ Θ. Ν. Παπάζη. Ἐδιευθυνθεὶς ὑπὸ τοῦ Ὀργανοτροφείου ὁ ἐπίτροπος τῆς ἑορτῆς ἀντεπιστέλλει καὶ τῇ συνδρομῇ τῶν κληρικῶν τοῦ Ὀρφανοτροφείου.	[16, 1826, 250, 1978]
article-subhead: ΣΥΝΔΙΑΣΚΕΨΙΣ	[567, 1027, 759, 1054]
article-subhead: ΠΩΣ ΚΡΙΝΕΤΑΙ Η ΒΟΥΛΓΑΡΙΚΗ ΑΠΑΝΤΗΣΙΣ	[970, 210, 1282, 227]
article-headline: Ο κ. ΒΟΥΤΣΙΝΑΣ	[573, 159, 753, 181]
